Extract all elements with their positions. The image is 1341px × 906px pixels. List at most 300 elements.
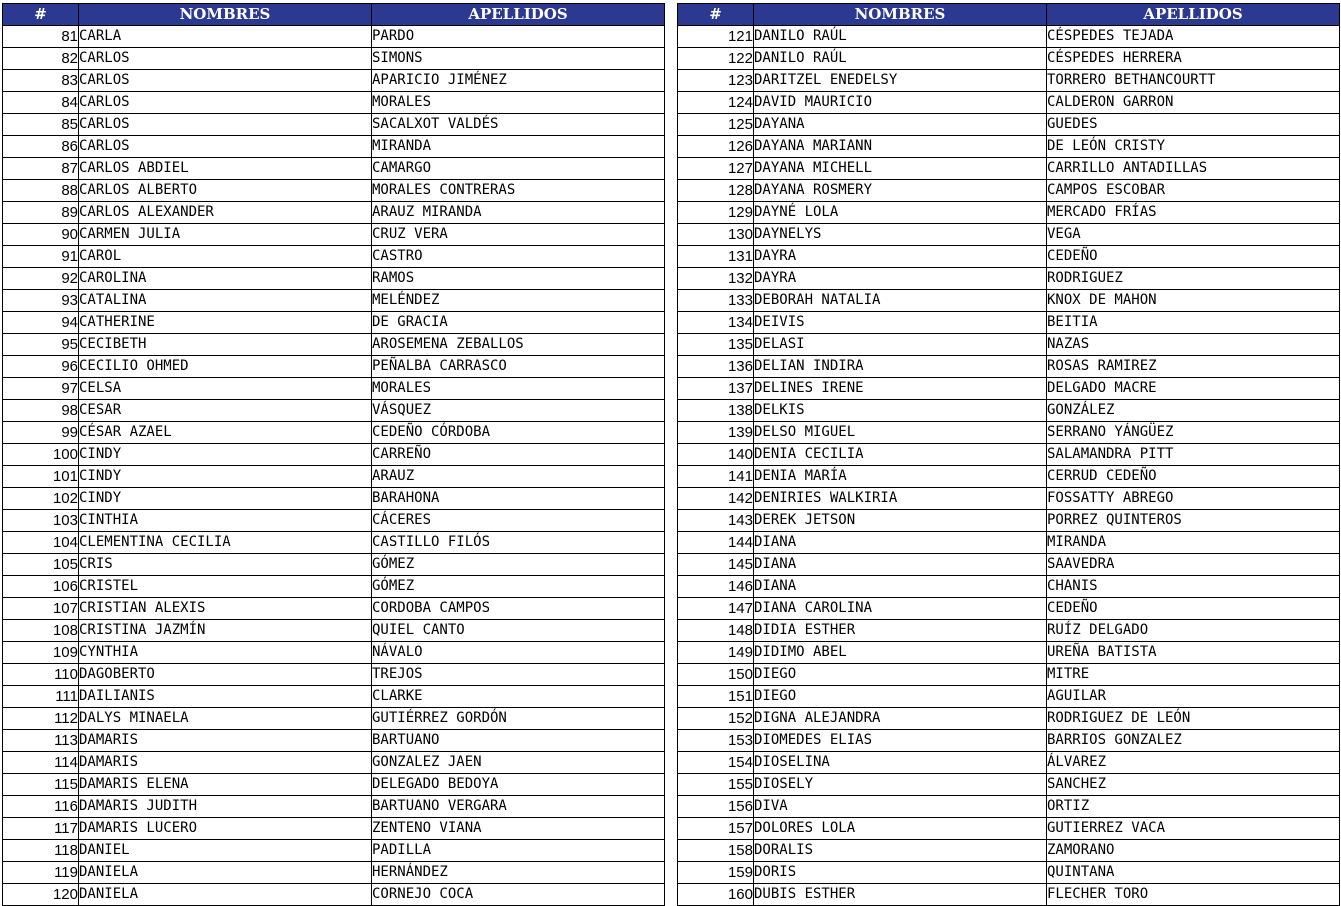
last-name-cell: SACALXOT VALDÉS	[372, 114, 665, 136]
row-number: 117	[3, 818, 79, 840]
row-number: 121	[678, 26, 754, 48]
first-name-cell: DIDIA ESTHER	[754, 620, 1047, 642]
row-number: 115	[3, 774, 79, 796]
table-row	[678, 730, 1340, 752]
last-name-cell: CORNEJO COCA	[372, 884, 665, 906]
last-name-cell: GONZÁLEZ	[1047, 400, 1340, 422]
table-row	[3, 510, 665, 532]
table-row	[678, 664, 1340, 686]
table-row	[678, 466, 1340, 488]
first-name-cell: DALYS MINAELA	[79, 708, 372, 730]
row-number: 81	[3, 26, 79, 48]
first-name-cell: DANIEL	[79, 840, 372, 862]
last-name-cell: CAMPOS ESCOBAR	[1047, 180, 1340, 202]
row-number: 155	[678, 774, 754, 796]
table-row	[3, 202, 665, 224]
first-name-cell: DUBIS ESTHER	[754, 884, 1047, 906]
table-row	[678, 576, 1340, 598]
first-name-cell: DANILO RAÚL	[754, 48, 1047, 70]
first-name-cell: CÉSAR AZAEL	[79, 422, 372, 444]
first-name-cell: DAMARIS LUCERO	[79, 818, 372, 840]
table-row	[678, 224, 1340, 246]
table-row	[678, 862, 1340, 884]
last-name-cell: BARTUANO VERGARA	[372, 796, 665, 818]
first-name-cell: DELSO MIGUEL	[754, 422, 1047, 444]
row-number: 136	[678, 356, 754, 378]
row-number: 149	[678, 642, 754, 664]
row-number: 91	[3, 246, 79, 268]
row-number: 146	[678, 576, 754, 598]
last-name-cell: HERNÁNDEZ	[372, 862, 665, 884]
first-name-cell: DENIA MARÍA	[754, 466, 1047, 488]
table-row	[678, 818, 1340, 840]
row-number: 84	[3, 92, 79, 114]
last-name-cell: DE GRACIA	[372, 312, 665, 334]
first-name-cell: DAYNELYS	[754, 224, 1047, 246]
header-row	[678, 4, 1340, 26]
last-name-cell: GONZALEZ JAEN	[372, 752, 665, 774]
first-name-cell: DARITZEL ENEDELSY	[754, 70, 1047, 92]
first-name-cell: DIEGO	[754, 664, 1047, 686]
row-number: 104	[3, 532, 79, 554]
last-name-cell: SAAVEDRA	[1047, 554, 1340, 576]
first-name-cell: DELASI	[754, 334, 1047, 356]
table-row	[678, 796, 1340, 818]
table-row	[3, 664, 665, 686]
row-number: 120	[3, 884, 79, 906]
table-row	[3, 334, 665, 356]
first-name-cell: DEREK JETSON	[754, 510, 1047, 532]
table-row	[3, 884, 665, 906]
first-name-cell: CARLOS	[79, 136, 372, 158]
last-name-cell: CEDEÑO	[1047, 246, 1340, 268]
first-name-cell: DANIELA	[79, 862, 372, 884]
table-row	[3, 378, 665, 400]
row-number: 127	[678, 158, 754, 180]
row-number: 109	[3, 642, 79, 664]
first-name-cell: DOLORES LOLA	[754, 818, 1047, 840]
first-name-cell: DIANA	[754, 576, 1047, 598]
row-number: 143	[678, 510, 754, 532]
row-number: 113	[3, 730, 79, 752]
first-name-cell: DAMARIS	[79, 730, 372, 752]
first-name-cell: CESAR	[79, 400, 372, 422]
first-name-cell: CRISTIAN ALEXIS	[79, 598, 372, 620]
last-name-cell: MORALES	[372, 92, 665, 114]
row-number: 100	[3, 444, 79, 466]
first-name-cell: CLEMENTINA CECILIA	[79, 532, 372, 554]
first-name-cell: CAROLINA	[79, 268, 372, 290]
first-name-cell: DAMARIS ELENA	[79, 774, 372, 796]
table-row	[678, 290, 1340, 312]
row-number: 101	[3, 466, 79, 488]
row-number: 114	[3, 752, 79, 774]
header-names: NOMBRES	[754, 4, 1047, 26]
last-name-cell: APARICIO JIMÉNEZ	[372, 70, 665, 92]
table-row	[678, 620, 1340, 642]
first-name-cell: DAMARIS	[79, 752, 372, 774]
row-number: 86	[3, 136, 79, 158]
row-number: 133	[678, 290, 754, 312]
row-number: 92	[3, 268, 79, 290]
first-name-cell: DAYANA MICHELL	[754, 158, 1047, 180]
row-number: 105	[3, 554, 79, 576]
last-name-cell: CAMARGO	[372, 158, 665, 180]
row-number: 88	[3, 180, 79, 202]
table-row	[3, 290, 665, 312]
table-row	[3, 158, 665, 180]
first-name-cell: DIOSELINA	[754, 752, 1047, 774]
row-number: 95	[3, 334, 79, 356]
row-number: 122	[678, 48, 754, 70]
last-name-cell: KNOX DE MAHON	[1047, 290, 1340, 312]
row-number: 107	[3, 598, 79, 620]
first-name-cell: CARLA	[79, 26, 372, 48]
last-name-cell: TORRERO BETHANCOURTT	[1047, 70, 1340, 92]
last-name-cell: GÓMEZ	[372, 554, 665, 576]
first-name-cell: DORALIS	[754, 840, 1047, 862]
first-name-cell: CELSA	[79, 378, 372, 400]
last-name-cell: PEÑALBA CARRASCO	[372, 356, 665, 378]
first-name-cell: DAYRA	[754, 268, 1047, 290]
table-row	[678, 268, 1340, 290]
first-name-cell: DELINES IRENE	[754, 378, 1047, 400]
first-name-cell: CRISTEL	[79, 576, 372, 598]
table-row	[678, 488, 1340, 510]
table-row	[3, 136, 665, 158]
last-name-cell: DELEGADO BEDOYA	[372, 774, 665, 796]
row-number: 153	[678, 730, 754, 752]
table-row	[3, 180, 665, 202]
table-row	[678, 884, 1340, 906]
first-name-cell: DAYANA ROSMERY	[754, 180, 1047, 202]
row-number: 89	[3, 202, 79, 224]
row-number: 116	[3, 796, 79, 818]
last-name-cell: CEDEÑO	[1047, 598, 1340, 620]
row-number: 154	[678, 752, 754, 774]
last-name-cell: ORTIZ	[1047, 796, 1340, 818]
last-name-cell: PADILLA	[372, 840, 665, 862]
last-name-cell: GÓMEZ	[372, 576, 665, 598]
table-row	[3, 488, 665, 510]
row-number: 82	[3, 48, 79, 70]
last-name-cell: SANCHEZ	[1047, 774, 1340, 796]
table-row	[3, 840, 665, 862]
row-number: 158	[678, 840, 754, 862]
header-row	[3, 4, 665, 26]
table-row	[678, 158, 1340, 180]
row-number: 96	[3, 356, 79, 378]
first-name-cell: DEBORAH NATALIA	[754, 290, 1047, 312]
table-row	[678, 48, 1340, 70]
first-name-cell: DIEGO	[754, 686, 1047, 708]
names-table-left	[2, 3, 665, 906]
names-table-right	[677, 3, 1340, 906]
first-name-cell: DIGNA ALEJANDRA	[754, 708, 1047, 730]
last-name-cell: RAMOS	[372, 268, 665, 290]
table-row	[3, 26, 665, 48]
row-number: 142	[678, 488, 754, 510]
last-name-cell: CÉSPEDES TEJADA	[1047, 26, 1340, 48]
table-row	[3, 554, 665, 576]
row-number: 148	[678, 620, 754, 642]
table-row	[678, 598, 1340, 620]
table-row	[678, 532, 1340, 554]
last-name-cell: CARRILLO ANTADILLAS	[1047, 158, 1340, 180]
row-number: 106	[3, 576, 79, 598]
last-name-cell: BEITIA	[1047, 312, 1340, 334]
header-surnames: APELLIDOS	[372, 4, 665, 26]
row-number: 157	[678, 818, 754, 840]
row-number: 151	[678, 686, 754, 708]
first-name-cell: DIOMEDES ELIAS	[754, 730, 1047, 752]
last-name-cell: DE LEÓN CRISTY	[1047, 136, 1340, 158]
row-number: 103	[3, 510, 79, 532]
table-row	[678, 444, 1340, 466]
row-number: 152	[678, 708, 754, 730]
row-number: 135	[678, 334, 754, 356]
row-number: 112	[3, 708, 79, 730]
table-row	[678, 642, 1340, 664]
last-name-cell: CALDERON GARRON	[1047, 92, 1340, 114]
last-name-cell: SERRANO YÁNGÜEZ	[1047, 422, 1340, 444]
last-name-cell: QUIEL CANTO	[372, 620, 665, 642]
last-name-cell: VÁSQUEZ	[372, 400, 665, 422]
last-name-cell: ARAUZ MIRANDA	[372, 202, 665, 224]
table-row	[3, 532, 665, 554]
table-row	[3, 70, 665, 92]
last-name-cell: CORDOBA CAMPOS	[372, 598, 665, 620]
last-name-cell: ÁLVAREZ	[1047, 752, 1340, 774]
last-name-cell: CLARKE	[372, 686, 665, 708]
first-name-cell: DAGOBERTO	[79, 664, 372, 686]
row-number: 130	[678, 224, 754, 246]
last-name-cell: ARAUZ	[372, 466, 665, 488]
last-name-cell: GUTIERREZ VACA	[1047, 818, 1340, 840]
table-row	[3, 422, 665, 444]
first-name-cell: CARLOS ALBERTO	[79, 180, 372, 202]
row-number: 110	[3, 664, 79, 686]
header-number: #	[678, 4, 754, 26]
first-name-cell: DELIAN INDIRA	[754, 356, 1047, 378]
last-name-cell: RUÍZ DELGADO	[1047, 620, 1340, 642]
row-number: 93	[3, 290, 79, 312]
first-name-cell: CARMEN JULIA	[79, 224, 372, 246]
table-row	[3, 312, 665, 334]
first-name-cell: DAYNÉ LOLA	[754, 202, 1047, 224]
first-name-cell: CINDY	[79, 444, 372, 466]
last-name-cell: CARREÑO	[372, 444, 665, 466]
table-row	[678, 180, 1340, 202]
table-row	[3, 356, 665, 378]
last-name-cell: ROSAS RAMIREZ	[1047, 356, 1340, 378]
first-name-cell: DENIA CECILIA	[754, 444, 1047, 466]
last-name-cell: BARRIOS GONZALEZ	[1047, 730, 1340, 752]
last-name-cell: CERRUD CEDEÑO	[1047, 466, 1340, 488]
last-name-cell: MORALES CONTRERAS	[372, 180, 665, 202]
table-row	[678, 356, 1340, 378]
row-number: 141	[678, 466, 754, 488]
last-name-cell: CHANIS	[1047, 576, 1340, 598]
row-number: 124	[678, 92, 754, 114]
row-number: 160	[678, 884, 754, 906]
first-name-cell: DANIELA	[79, 884, 372, 906]
last-name-cell: PORREZ QUINTEROS	[1047, 510, 1340, 532]
first-name-cell: DAYRA	[754, 246, 1047, 268]
first-name-cell: CATHERINE	[79, 312, 372, 334]
table-row	[678, 92, 1340, 114]
first-name-cell: CARLOS	[79, 92, 372, 114]
table-row	[3, 224, 665, 246]
first-name-cell: CAROL	[79, 246, 372, 268]
row-number: 147	[678, 598, 754, 620]
last-name-cell: CEDEÑO CÓRDOBA	[372, 422, 665, 444]
row-number: 129	[678, 202, 754, 224]
row-number: 156	[678, 796, 754, 818]
first-name-cell: DIOSELY	[754, 774, 1047, 796]
last-name-cell: BARTUANO	[372, 730, 665, 752]
first-name-cell: CECILIO OHMED	[79, 356, 372, 378]
table-row	[3, 708, 665, 730]
first-name-cell: CARLOS	[79, 70, 372, 92]
last-name-cell: AROSEMENA ZEBALLOS	[372, 334, 665, 356]
first-name-cell: CECIBETH	[79, 334, 372, 356]
last-name-cell: AGUILAR	[1047, 686, 1340, 708]
row-number: 94	[3, 312, 79, 334]
table-row	[678, 422, 1340, 444]
last-name-cell: UREÑA BATISTA	[1047, 642, 1340, 664]
row-number: 132	[678, 268, 754, 290]
last-name-cell: CÉSPEDES HERRERA	[1047, 48, 1340, 70]
table-row	[3, 268, 665, 290]
table-row	[678, 554, 1340, 576]
first-name-cell: CATALINA	[79, 290, 372, 312]
row-number: 159	[678, 862, 754, 884]
table-body-left	[3, 26, 665, 906]
row-number: 119	[3, 862, 79, 884]
first-name-cell: CINDY	[79, 466, 372, 488]
last-name-cell: SALAMANDRA PITT	[1047, 444, 1340, 466]
table-row	[3, 114, 665, 136]
row-number: 125	[678, 114, 754, 136]
last-name-cell: VEGA	[1047, 224, 1340, 246]
last-name-cell: MITRE	[1047, 664, 1340, 686]
first-name-cell: CYNTHIA	[79, 642, 372, 664]
table-row	[3, 620, 665, 642]
last-name-cell: RODRIGUEZ	[1047, 268, 1340, 290]
last-name-cell: PARDO	[372, 26, 665, 48]
row-number: 128	[678, 180, 754, 202]
last-name-cell: ZAMORANO	[1047, 840, 1340, 862]
first-name-cell: DIANA	[754, 532, 1047, 554]
table-row	[3, 686, 665, 708]
table-row	[3, 774, 665, 796]
last-name-cell: FOSSATTY ABREGO	[1047, 488, 1340, 510]
table-row	[3, 92, 665, 114]
table-row	[3, 598, 665, 620]
table-row	[678, 26, 1340, 48]
first-name-cell: CRIS	[79, 554, 372, 576]
last-name-cell: CRUZ VERA	[372, 224, 665, 246]
table-row	[678, 840, 1340, 862]
row-number: 83	[3, 70, 79, 92]
table-row	[678, 334, 1340, 356]
row-number: 102	[3, 488, 79, 510]
first-name-cell: DIANA CAROLINA	[754, 598, 1047, 620]
row-number: 145	[678, 554, 754, 576]
first-name-cell: DAVID MAURICIO	[754, 92, 1047, 114]
last-name-cell: DELGADO MACRE	[1047, 378, 1340, 400]
first-name-cell: DIANA	[754, 554, 1047, 576]
table-row	[678, 202, 1340, 224]
last-name-cell: CASTILLO FILÓS	[372, 532, 665, 554]
row-number: 134	[678, 312, 754, 334]
table-row	[3, 752, 665, 774]
table-row	[3, 400, 665, 422]
last-name-cell: BARAHONA	[372, 488, 665, 510]
last-name-cell: ZENTENO VIANA	[372, 818, 665, 840]
table-row	[3, 48, 665, 70]
last-name-cell: CASTRO	[372, 246, 665, 268]
first-name-cell: DAMARIS JUDITH	[79, 796, 372, 818]
first-name-cell: DANILO RAÚL	[754, 26, 1047, 48]
table-row	[678, 708, 1340, 730]
row-number: 123	[678, 70, 754, 92]
row-number: 108	[3, 620, 79, 642]
row-number: 90	[3, 224, 79, 246]
row-number: 85	[3, 114, 79, 136]
last-name-cell: QUINTANA	[1047, 862, 1340, 884]
first-name-cell: DIVA	[754, 796, 1047, 818]
row-number: 139	[678, 422, 754, 444]
table-row	[3, 730, 665, 752]
row-number: 137	[678, 378, 754, 400]
table-row	[3, 796, 665, 818]
table-row	[678, 70, 1340, 92]
table-row	[678, 752, 1340, 774]
last-name-cell: SIMONS	[372, 48, 665, 70]
header-surnames: APELLIDOS	[1047, 4, 1340, 26]
row-number: 140	[678, 444, 754, 466]
first-name-cell: DIDIMO ABEL	[754, 642, 1047, 664]
last-name-cell: GUTIÉRREZ GORDÓN	[372, 708, 665, 730]
last-name-cell: MORALES	[372, 378, 665, 400]
row-number: 98	[3, 400, 79, 422]
table-row	[678, 510, 1340, 532]
first-name-cell: DAYANA	[754, 114, 1047, 136]
table-body-right	[678, 26, 1340, 906]
first-name-cell: DELKIS	[754, 400, 1047, 422]
table-row	[3, 818, 665, 840]
row-number: 87	[3, 158, 79, 180]
header-names: NOMBRES	[79, 4, 372, 26]
last-name-cell: GUEDES	[1047, 114, 1340, 136]
last-name-cell: NÁVALO	[372, 642, 665, 664]
table-row	[678, 378, 1340, 400]
table-row	[3, 444, 665, 466]
row-number: 99	[3, 422, 79, 444]
last-name-cell: CÁCERES	[372, 510, 665, 532]
row-number: 138	[678, 400, 754, 422]
last-name-cell: MIRANDA	[1047, 532, 1340, 554]
first-name-cell: CARLOS ALEXANDER	[79, 202, 372, 224]
first-name-cell: DAYANA MARIANN	[754, 136, 1047, 158]
row-number: 144	[678, 532, 754, 554]
table-row	[3, 862, 665, 884]
first-name-cell: CRISTINA JAZMÍN	[79, 620, 372, 642]
table-row	[3, 466, 665, 488]
table-row	[678, 400, 1340, 422]
